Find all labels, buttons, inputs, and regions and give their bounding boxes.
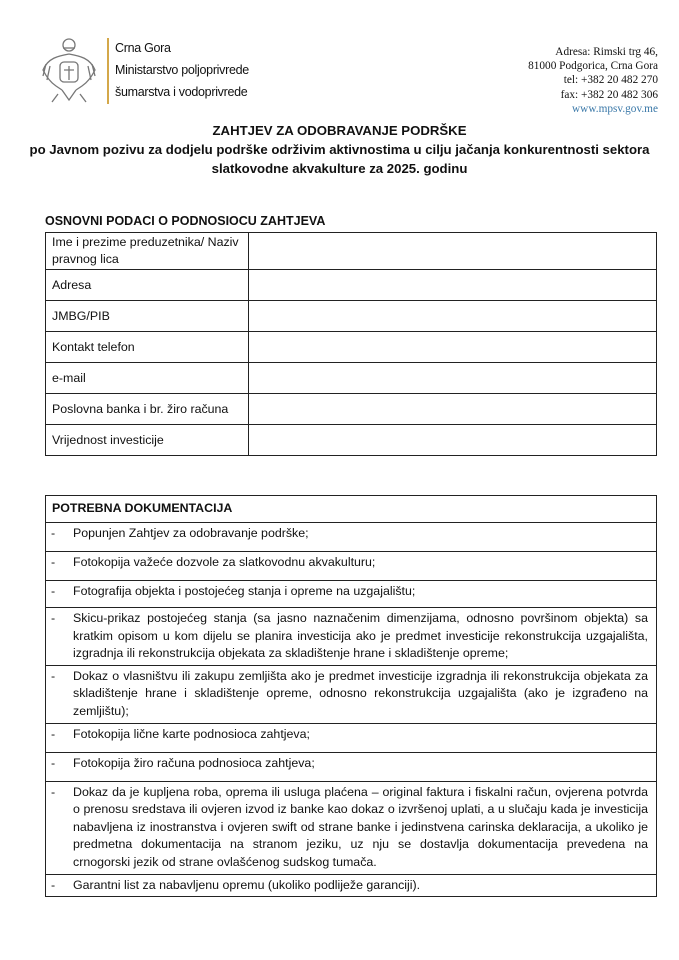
table-row xyxy=(46,270,657,301)
fax-line: fax: +382 20 482 306 xyxy=(560,88,658,101)
email-field[interactable] xyxy=(249,363,657,394)
phone-field[interactable] xyxy=(249,332,657,363)
field-label: Kontakt telefon xyxy=(46,332,249,363)
field-label: JMBG/PIB xyxy=(46,301,249,332)
list-item xyxy=(46,523,657,552)
bullet: - xyxy=(46,552,70,581)
list-item xyxy=(46,665,657,723)
table-row xyxy=(46,332,657,363)
field-label: Ime i prezime preduzetnika/ Naziv pravnog lica xyxy=(46,233,249,270)
table-row xyxy=(46,233,657,270)
bullet: - xyxy=(46,665,70,723)
name-field[interactable] xyxy=(249,233,657,270)
address-line: Adresa: Rimski trg 46, xyxy=(555,46,658,58)
org-line: Ministarstvo poljoprivrede xyxy=(115,63,249,77)
documentation-table xyxy=(45,495,657,897)
table-row xyxy=(46,301,657,332)
title-line-3: slatkovodne akvakulture za 2025. godinu xyxy=(211,161,468,176)
applicant-section-heading: OSNOVNI PODACI O PODNOSIOCU ZAHTJEVA xyxy=(45,214,326,228)
documentation-heading: POTREBNA DOKUMENTACIJA xyxy=(46,496,657,523)
list-item xyxy=(46,781,657,874)
bullet: - xyxy=(46,752,70,781)
list-item xyxy=(46,723,657,752)
bullet: - xyxy=(46,581,70,608)
applicant-table xyxy=(45,232,657,456)
website-link[interactable]: www.mpsv.gov.me xyxy=(572,102,658,115)
title-main: ZAHTJEV ZA ODOBRAVANJE PODRŠKE xyxy=(212,123,467,138)
bullet: - xyxy=(46,723,70,752)
investment-value-field[interactable] xyxy=(249,425,657,456)
list-item xyxy=(46,581,657,608)
ministry-name xyxy=(115,37,249,103)
jmbg-pib-field[interactable] xyxy=(249,301,657,332)
field-label: Adresa xyxy=(46,270,249,301)
doc-item-text: Garantni list za nabavljenu opremu (ukoliko podliježe garanciji). xyxy=(69,874,657,897)
doc-item-text: Fotografija objekta i postojećeg stanja i opreme na uzgajalištu; xyxy=(69,581,657,608)
bullet: - xyxy=(46,608,70,666)
bullet: - xyxy=(46,781,70,874)
bank-account-field[interactable] xyxy=(249,394,657,425)
coat-of-arms-logo xyxy=(40,36,98,106)
list-item xyxy=(46,608,657,666)
list-item xyxy=(46,552,657,581)
bullet: - xyxy=(46,874,70,897)
gold-divider xyxy=(107,38,109,104)
document-title xyxy=(0,121,679,178)
table-row xyxy=(46,394,657,425)
contact-address xyxy=(528,45,658,116)
bullet: - xyxy=(46,523,70,552)
list-item xyxy=(46,874,657,897)
title-line-2: po Javnom pozivu za dodjelu podrške održivim aktivnostima u cilju jačanja konkurentnosti sektora xyxy=(29,142,650,157)
doc-item-text: Popunjen Zahtjev za odobravanje podrške; xyxy=(69,523,657,552)
list-item xyxy=(46,752,657,781)
field-label: Poslovna banka i br. žiro računa xyxy=(46,394,249,425)
address-line: 81000 Podgorica, Crna Gora xyxy=(528,60,658,73)
doc-item-text: Fotokopija lične karte podnosioca zahtjeva; xyxy=(69,723,657,752)
field-label: e-mail xyxy=(46,363,249,394)
field-label: Vrijednost investicije xyxy=(46,425,249,456)
table-row xyxy=(46,425,657,456)
table-row xyxy=(46,363,657,394)
doc-item-text: Skicu-prikaz postojećeg stanja (sa jasno naznačenim dimenzijama, odnosno površinom objekta) sa kratkim opisom u kom dijelu se planira investicija ako je predmet investicije rekonstrukcija uzgajališta, izgradnja ili rekonstrukcija objekata za skladištenje hrane i skladištenje opreme; xyxy=(69,608,657,666)
address-field[interactable] xyxy=(249,270,657,301)
doc-item-text: Fotokopija žiro računa podnosioca zahtjeva; xyxy=(69,752,657,781)
doc-item-text: Fotokopija važeće dozvole za slatkovodnu akvakulturu; xyxy=(69,552,657,581)
org-line: šumarstva i vodoprivrede xyxy=(115,85,248,99)
doc-item-text: Dokaz o vlasništvu ili zakupu zemljišta ako je predmet investicije izgradnja ili rekonstrukcija objekata za skladištenje hrane i skladištenje opreme, odnosno rekonstrukcija uzgajališta (ako je izgrađeno na zemljištu); xyxy=(69,665,657,723)
doc-item-text: Dokaz da je kupljena roba, oprema ili usluga plaćena – original faktura i fiskalni račun, ovjerena potvrda o prenosu sredstava ili ovjeren izvod iz banke kao dokaz o izvršenoj uplati, a u slučaju kada je investicija nabavljena iz inostranstva i ovjeren swift od strane banke i jedinstvena carinska deklaracija, a ukoliko je predmetna dokumentacija na stranom jeziku, uz nju se dostavlja dokumentacija prevedena na crnogorski jezik od strane ovlašćenog sudskog tumača. xyxy=(69,781,657,874)
table-header-row xyxy=(46,496,657,523)
org-line: Crna Gora xyxy=(115,41,171,55)
phone-line: tel: +382 20 482 270 xyxy=(563,74,658,87)
